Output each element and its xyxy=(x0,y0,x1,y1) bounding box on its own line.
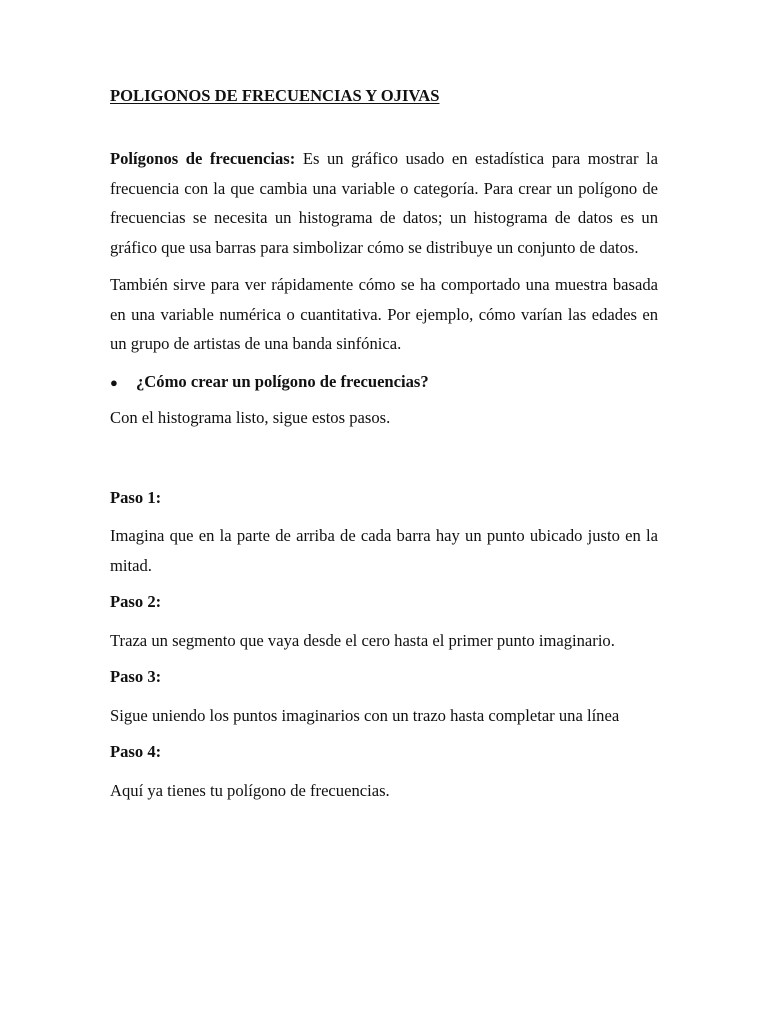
step-2-text: Traza un segmento que vaya desde el cero hasta el primer punto imaginario. xyxy=(110,630,615,650)
document-title: POLIGONOS DE FRECUENCIAS Y OJIVAS xyxy=(110,86,440,105)
document-page xyxy=(110,84,658,805)
step-2-label: Paso 2: xyxy=(110,592,162,611)
intro-term: Polígonos de frecuencias: xyxy=(110,149,296,168)
intro-paragraph xyxy=(110,144,658,262)
bullet-icon: ● xyxy=(110,374,118,390)
step-3-label: Paso 3: xyxy=(110,667,162,686)
step-1-label: Paso 1: xyxy=(110,487,162,507)
also-paragraph: También sirve para ver rápidamente cómo se ha comportado una muestra basada en una variable numérica o cuantitativa. Por ejemplo, cómo varían las edades en un grupo de artistas de una banda sinfónica. xyxy=(110,275,658,353)
steps-intro: Con el histograma listo, sigue estos pasos. xyxy=(110,408,391,427)
step-4-label: Paso 4: xyxy=(110,742,162,761)
intro-text: Es un gráfico usado en estadística para mostrar la frecuencia con la que cambia una variable o categoría. Para crear un polígono de frecuencias se necesita un histograma de datos; un histograma de datos es un gráfico que usa barras para simbolizar cómo se distribuye un conjunto de datos. xyxy=(110,149,658,257)
bullet-item xyxy=(110,367,658,398)
bullet-text: ¿Cómo crear un polígono de frecuencias? xyxy=(136,371,429,391)
step-1-text: Imagina que en la parte de arriba de cada barra hay un punto ubicado justo en la mitad. xyxy=(110,526,658,575)
step-4-text: Aquí ya tienes tu polígono de frecuencias. xyxy=(110,780,390,800)
step-3-text: Sigue uniendo los puntos imaginarios con un trazo hasta completar una línea xyxy=(110,705,620,725)
